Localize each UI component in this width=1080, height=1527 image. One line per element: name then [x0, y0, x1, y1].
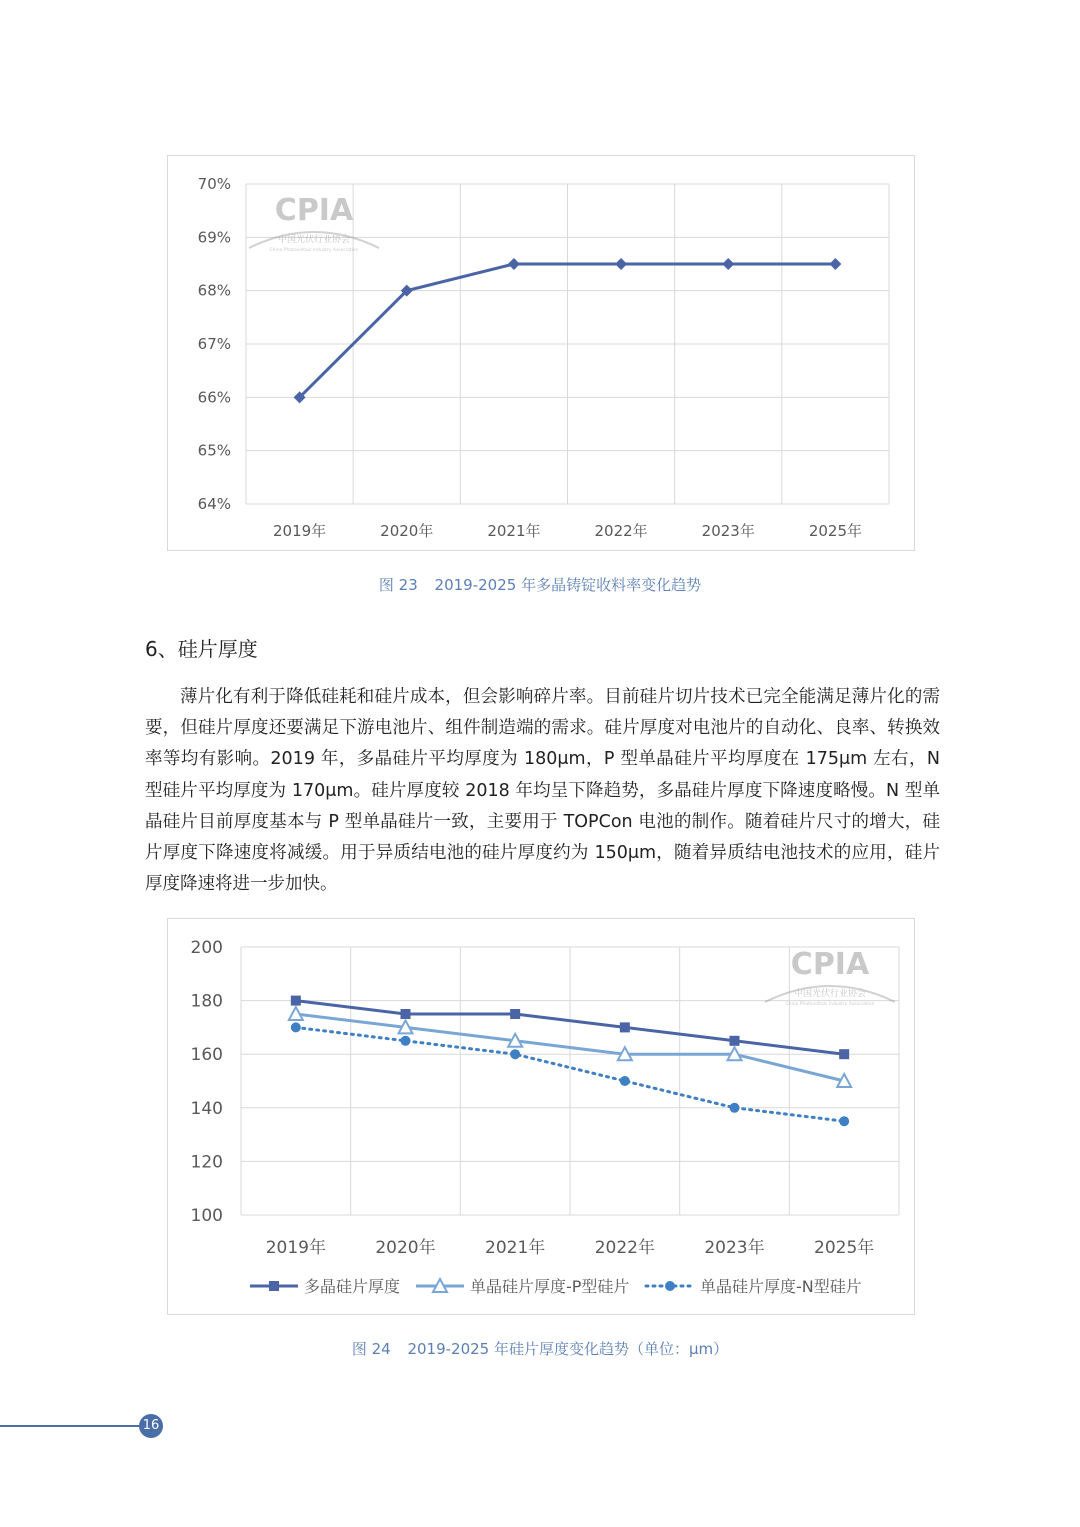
y-tick-label: 180	[190, 991, 223, 1012]
data-point	[510, 1009, 520, 1019]
figure-24-svg	[168, 919, 914, 1314]
data-point	[620, 1022, 630, 1032]
footer-rule	[0, 1425, 140, 1427]
legend-label: 多晶硅片厚度	[304, 1277, 401, 1296]
legend-swatch-marker	[269, 1281, 279, 1291]
figure-23-watermark-subtext-en: China Photovoltaic Industry Association	[269, 248, 359, 253]
figure-24-watermark-logo: CPIA	[790, 947, 870, 982]
section-paragraph: 薄片化有利于降低硅耗和硅片成本，但会影响碎片率。目前硅片切片技术已完全能满足薄片化的需要，但硅片厚度还要满足下游电池片、组件制造端的需求。硅片厚度对电池片的自动化、良率、转换效率等均有影响。2019 年，多晶硅片平均厚度为 180μm，P 型单晶硅片平均厚度在 175μm 左右，N 型硅片平均厚度为 170μm。硅片厚度较 2018 年均呈下降趋势，多晶硅片厚度下降速度略慢。N 型单晶硅片目前厚度基本与 P 型单晶硅片一致，主要用于 TOPCon 电池的制作。随着硅片尺寸的增大，硅片厚度下降速度将减缓。用于异质结电池的硅片厚度约为 150μm，随着异质结电池技术的应用，硅片厚度降速将进一步加快。	[145, 687, 940, 895]
data-point	[508, 258, 520, 270]
legend-swatch-marker	[665, 1281, 675, 1291]
figure-24-watermark-subtext: 中国光伏行业协会	[793, 989, 867, 999]
figure-23-caption	[0, 574, 1080, 595]
data-point	[730, 1036, 740, 1046]
page-number: 16	[139, 1414, 163, 1438]
data-point	[829, 258, 841, 270]
y-tick-label: 200	[190, 938, 223, 958]
legend-label: 单晶硅片厚度-P型硅片	[470, 1277, 630, 1296]
x-tick-label: 2022年	[594, 522, 648, 540]
x-tick-label: 2025年	[814, 1238, 875, 1258]
x-tick-label: 2022年	[594, 1238, 655, 1258]
data-point	[839, 1116, 849, 1126]
x-tick-label: 2020年	[375, 1238, 436, 1258]
data-point	[620, 1076, 630, 1086]
y-tick-label: 69%	[197, 228, 231, 247]
data-point	[291, 1022, 301, 1032]
x-tick-label: 2021年	[485, 1238, 546, 1258]
y-tick-label: 140	[190, 1098, 223, 1119]
y-tick-label: 100	[190, 1206, 223, 1226]
data-point	[401, 1036, 411, 1046]
figure-23-watermark-subtext: 中国光伏行业协会	[277, 235, 351, 245]
y-tick-label: 70%	[197, 175, 231, 193]
figure-23-svg	[168, 156, 914, 550]
data-point	[722, 258, 734, 270]
figure-23-caption-title: 2019-2025 年多晶铸锭收料率变化趋势	[434, 576, 702, 594]
figure-23-watermark-logo: CPIA	[274, 193, 354, 228]
y-tick-label: 66%	[197, 388, 231, 407]
figure-24-caption-number: 图 24	[351, 1340, 391, 1358]
data-point	[401, 1009, 411, 1019]
figure-24-chart	[167, 918, 915, 1315]
section-heading: 6、硅片厚度	[145, 637, 258, 661]
figure-24-watermark	[765, 947, 895, 1007]
figure-23-watermark	[249, 193, 379, 253]
x-tick-label: 2023年	[704, 1238, 765, 1258]
data-point	[291, 996, 301, 1006]
y-tick-label: 120	[190, 1152, 223, 1173]
y-tick-label: 64%	[197, 495, 231, 513]
y-tick-label: 68%	[197, 281, 231, 300]
y-tick-label: 65%	[197, 441, 231, 460]
x-tick-label: 2019年	[265, 1238, 326, 1258]
y-tick-label: 67%	[197, 335, 231, 353]
figure-23-caption-number: 图 23	[378, 576, 418, 594]
x-tick-label: 2019年	[272, 522, 327, 540]
data-point	[510, 1049, 520, 1059]
legend-label: 单晶硅片厚度-N型硅片	[700, 1277, 862, 1296]
figure-24-caption	[0, 1338, 1080, 1359]
y-tick-label: 160	[190, 1045, 223, 1066]
figure-23-chart	[167, 155, 915, 551]
data-point	[615, 258, 627, 270]
x-tick-label: 2025年	[808, 522, 863, 540]
figure-24-watermark-subtext-en: China Photovoltaic Industry Association	[785, 1002, 875, 1007]
x-tick-label: 2021年	[487, 522, 541, 540]
data-point	[730, 1103, 740, 1113]
data-point	[839, 1049, 849, 1059]
x-tick-label: 2023年	[701, 522, 755, 540]
x-tick-label: 2020年	[380, 522, 434, 540]
figure-24-caption-title: 2019-2025 年硅片厚度变化趋势（单位：μm）	[407, 1340, 729, 1358]
